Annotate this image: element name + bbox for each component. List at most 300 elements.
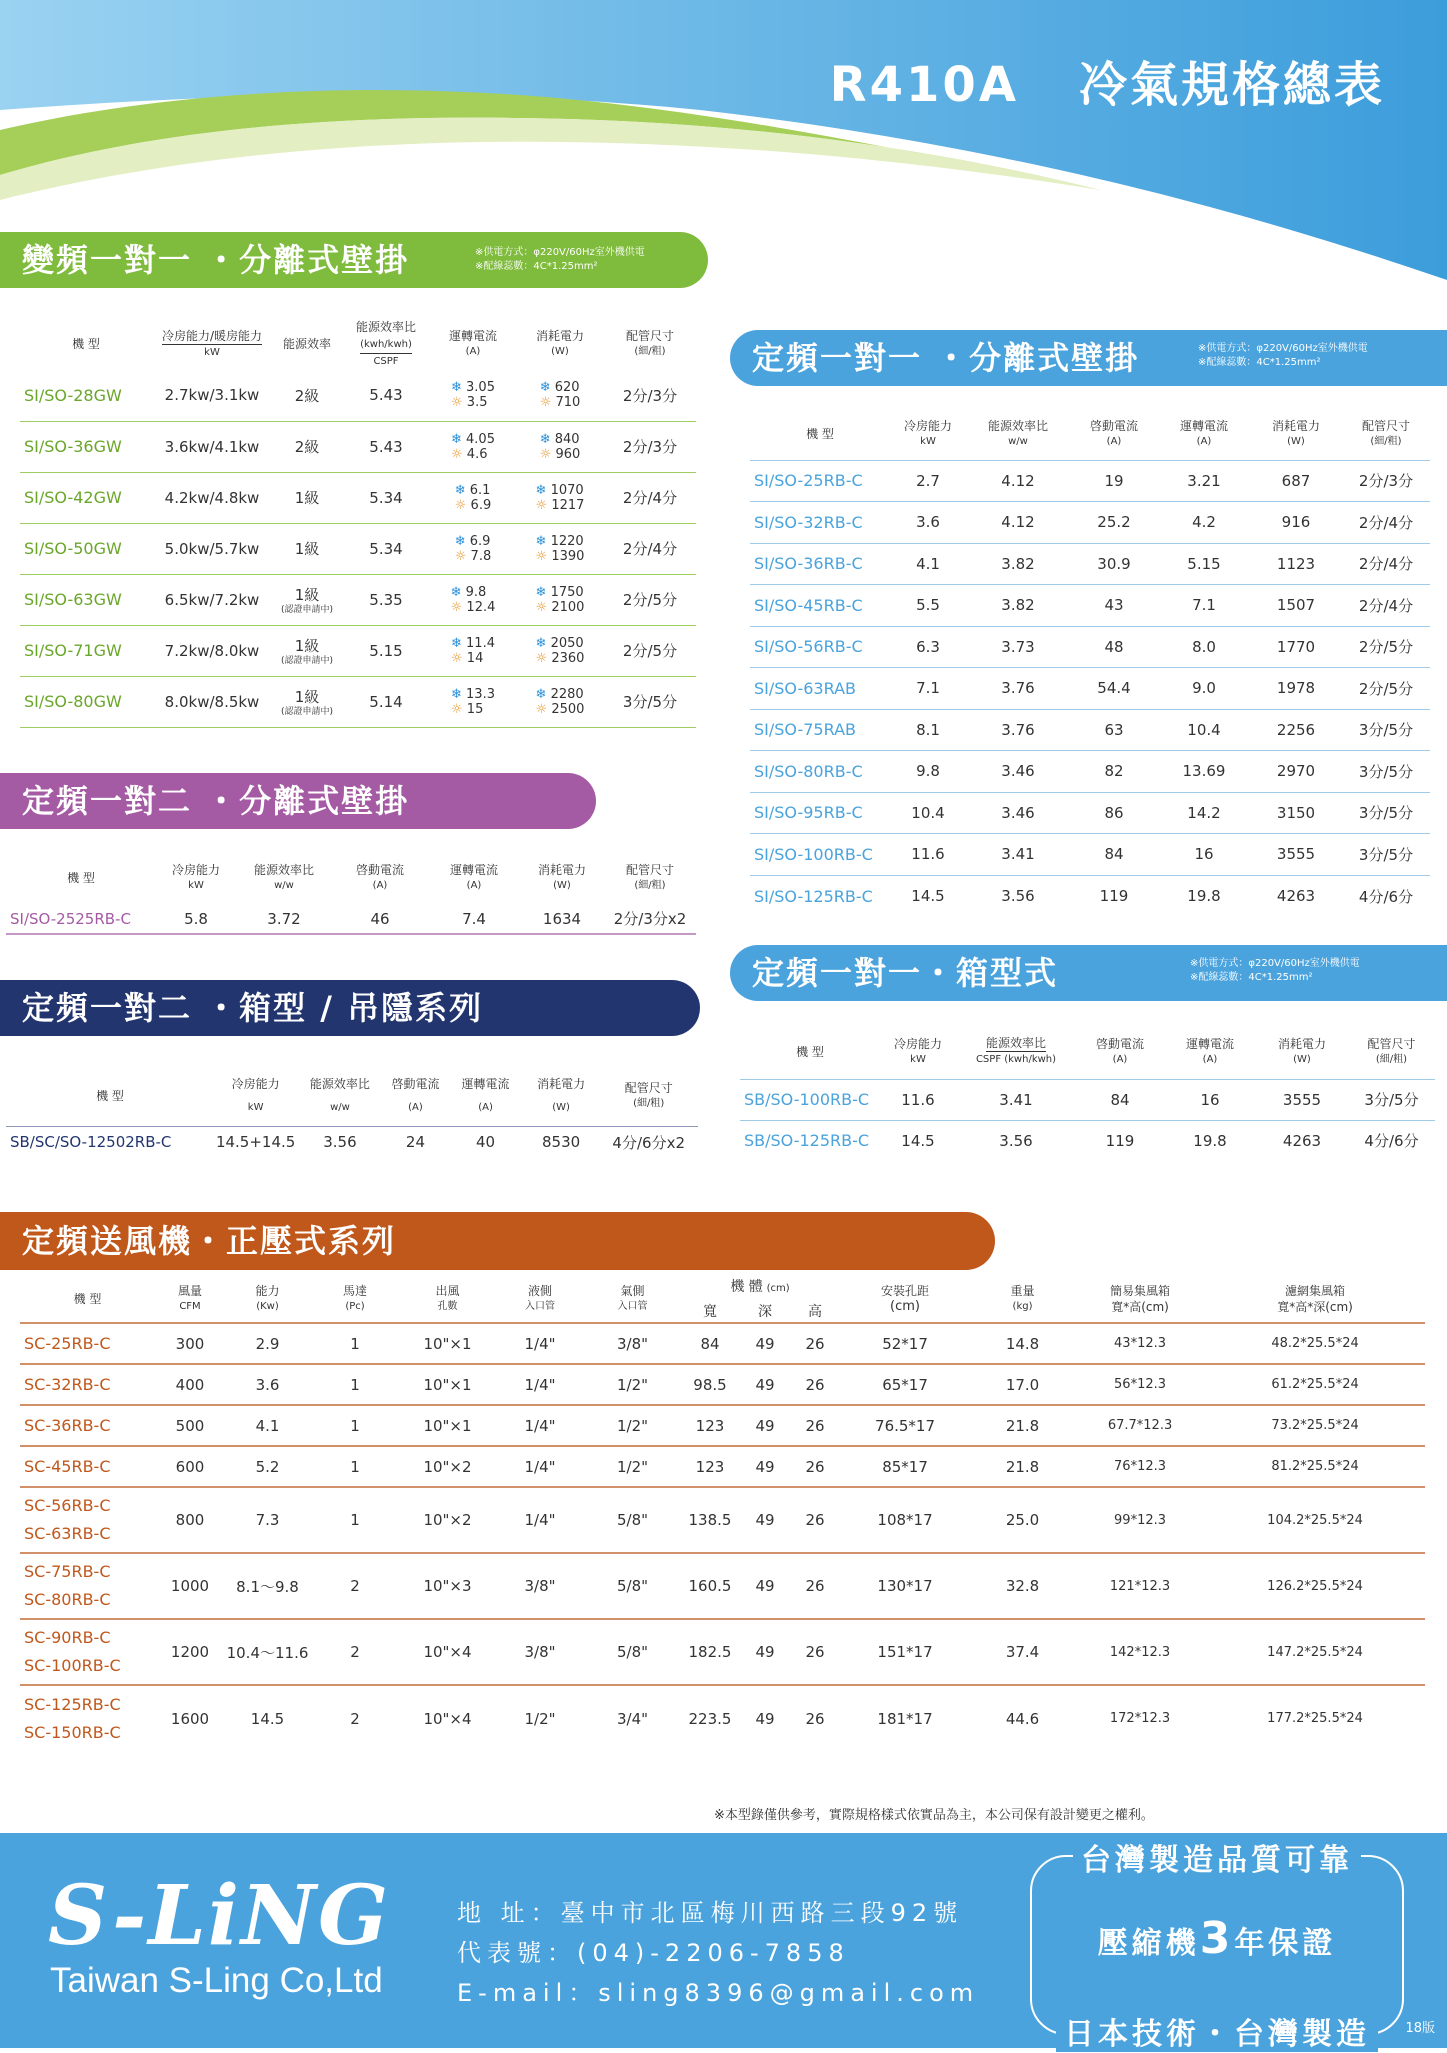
power-cell: 3555 (1276, 845, 1316, 864)
airflow-cell: 1600 (170, 1709, 210, 1728)
power-cell (516, 421, 604, 472)
airflow-cell: 1200 (170, 1643, 210, 1661)
value-text: 1220 (550, 533, 584, 549)
grade-cell (272, 574, 342, 625)
filter-box-cell: 48.2*25.5*24 (1271, 1336, 1359, 1351)
snowflake-icon: ❄ (451, 380, 467, 396)
col-power: 消耗電力 (W) (1271, 418, 1320, 447)
value-text: 3.5 (466, 395, 488, 411)
power-cell: 916 (1281, 513, 1311, 532)
warranty-box (1030, 1843, 1404, 2052)
table-row (750, 875, 1430, 917)
outlet-cell: 10"×1 (423, 1375, 472, 1394)
grade-text: 1級 (294, 489, 320, 507)
outlet-cell: 10"×2 (423, 1457, 472, 1476)
table-row (20, 1446, 1425, 1487)
eer-cell: 3.82 (1001, 596, 1035, 615)
grade-text: 1級 (294, 540, 320, 558)
capacity-cell: 2.7kw/3.1kw (164, 386, 260, 405)
snowflake-icon: ❄ (451, 431, 467, 447)
table-row (750, 626, 1430, 668)
col-gas: 氣側 入口管 (617, 1283, 648, 1312)
model-cell: SI/SO-125RB-C (754, 886, 873, 906)
table-row (740, 1079, 1435, 1120)
weight-cell: 44.6 (1005, 1709, 1040, 1728)
value-text: 4.05 (466, 431, 495, 447)
start-current-cell: 119 (1099, 887, 1129, 905)
weight-cell: 14.8 (1005, 1334, 1040, 1353)
section-banner-fixed-split (730, 330, 1447, 386)
simple-box-cell: 67.7*12.3 (1107, 1418, 1173, 1433)
airflow-cell: 1000 (170, 1577, 210, 1595)
grade-note: (認證申請中) (280, 707, 334, 717)
slogan-japan-tech: 日本技術・台灣製造 (1032, 2009, 1402, 2053)
table-row (20, 1487, 1425, 1553)
motor-cell: 1 (350, 1334, 360, 1353)
simple-box-cell: 142*12.3 (1109, 1644, 1171, 1660)
col-simple-box: 簡易集風箱 寬*高(cm) (1110, 1283, 1171, 1314)
run-current-cell: 13.69 (1182, 762, 1226, 781)
pipe-cell: 4分/6分 (1364, 1132, 1419, 1151)
snowflake-icon: ❄ (535, 482, 551, 498)
run-current-cell: 4.2 (1192, 513, 1216, 532)
filter-box-cell: 104.2*25.5*24 (1267, 1512, 1363, 1528)
pipe-cell: 2分/5分 (622, 591, 678, 609)
grade-note: (認證申請中) (280, 656, 334, 666)
run-current-cell: 16 (1194, 845, 1214, 864)
capacity-cell: 11.6 (911, 845, 945, 864)
pipe-cell: 2分/5分 (1358, 638, 1414, 657)
capacity-cell: 10.4 (911, 803, 945, 822)
col-start-current: 啓動電流 (A) (1089, 418, 1138, 447)
outlet-cell: 10"×2 (423, 1511, 472, 1529)
weight-cell: 32.8 (1005, 1577, 1040, 1595)
table-row (20, 523, 696, 574)
power-cell (516, 625, 604, 676)
start-current-cell: 19 (1104, 471, 1124, 490)
value-text: 3.05 (466, 380, 495, 396)
pipe-cell: 2分/4分 (1358, 596, 1414, 615)
col-capacity: 冷房能力/暖房能力 kW (161, 328, 263, 358)
capacity-cell: 5.5 (916, 596, 940, 615)
run-current-cell: 14.2 (1187, 803, 1221, 822)
height-cell: 26 (805, 1709, 825, 1728)
pipe-cell: 2分/3分 (1358, 472, 1414, 491)
model-cell (20, 1405, 155, 1446)
col-capacity: 冷房能力 kW (171, 863, 220, 891)
value-text: 710 (555, 395, 581, 411)
table-row (20, 1364, 1425, 1405)
grade-cell (272, 523, 342, 574)
pipe-cell: 4分/6分x2 (612, 1133, 685, 1152)
mount-cell: 108*17 (877, 1511, 933, 1529)
power-cell (516, 523, 604, 574)
power-cell: 8530 (541, 1133, 581, 1152)
filter-box-cell: 81.2*25.5*24 (1271, 1459, 1359, 1474)
gas-cell: 1/2" (616, 1416, 649, 1435)
power-cell: 1507 (1276, 596, 1316, 615)
table-row (20, 676, 696, 727)
disclaimer: ※本型錄僅供參考，實際規格樣式依實品為主，本公司保有設計變更之權利。 (714, 1808, 1154, 1823)
capacity-cell: 8.1 (916, 720, 940, 739)
value-text: 2500 (551, 701, 585, 717)
col-start-current: 啓動電流 (A) (1095, 1036, 1144, 1065)
start-current-cell: 25.2 (1097, 513, 1131, 532)
run-current-cell: 5.15 (1187, 554, 1221, 573)
col-model: 機 型 (96, 1088, 124, 1103)
col-capacity: 冷房能力 kW (231, 1076, 280, 1113)
capacity-cell: 5.2 (255, 1457, 280, 1476)
footer (0, 1833, 1447, 2052)
table-row (20, 1685, 1425, 1751)
motor-cell: 1 (350, 1511, 360, 1529)
col-depth: 深 (758, 1303, 772, 1320)
width-cell: 98.5 (693, 1375, 727, 1394)
cspf-cell: 5.35 (369, 590, 403, 609)
value-text: 13.3 (466, 686, 495, 702)
model-cell: SI/SO-63GW (24, 590, 122, 609)
col-eer: 能源效率比 w/w (987, 418, 1048, 447)
grade-text: 1級 (294, 688, 320, 706)
pipe-cell: 3分/5分 (1358, 804, 1414, 823)
liquid-cell: 1/4" (524, 1457, 556, 1476)
current-cell (430, 370, 516, 421)
table-row (20, 1553, 1425, 1619)
outlet-cell: 10"×3 (423, 1577, 472, 1595)
motor-cell: 1 (350, 1416, 360, 1435)
simple-box-cell: 56*12.3 (1114, 1377, 1167, 1392)
capacity-cell: 2.7 (916, 471, 940, 490)
col-eer: 能源效率比 w/w (309, 1076, 370, 1113)
section-title: 定頻一對二 ・分離式壁掛 (22, 782, 410, 820)
capacity-cell: 4.1 (255, 1416, 280, 1435)
model-cell: SI/SO-32RB-C (754, 512, 863, 532)
snowflake-icon: ❄ (535, 686, 551, 702)
model-cell (20, 1323, 155, 1364)
value-text: 15 (466, 701, 484, 717)
capacity-cell: 7.2kw/8.0kw (164, 641, 260, 660)
address: 地 址：臺中市北區梅川西路三段92號 (457, 1899, 964, 1927)
outlet-cell: 10"×4 (423, 1643, 472, 1661)
snowflake-icon: ❄ (451, 686, 467, 702)
col-capacity: 冷房能力 kW (893, 1036, 942, 1065)
power-cell: 1634 (542, 909, 582, 928)
section-title: 定頻一對一 ・分離式壁掛 (752, 339, 1140, 377)
filter-box-cell: 61.2*25.5*24 (1271, 1377, 1359, 1392)
table-row (740, 1120, 1435, 1161)
table-row (750, 502, 1430, 544)
col-weight: 重量 (kg) (1010, 1283, 1035, 1312)
airflow-cell: 500 (175, 1416, 205, 1435)
weight-cell: 21.8 (1005, 1457, 1040, 1476)
weight-cell: 17.0 (1005, 1375, 1040, 1394)
col-run-current: 運轉電流 (A) (1185, 1036, 1234, 1065)
grade-cell (272, 676, 342, 727)
sun-icon: ☼ (451, 395, 467, 411)
width-cell: 123 (695, 1416, 725, 1435)
refrigerant-label: R410A (829, 57, 1019, 113)
power-cell (516, 472, 604, 523)
start-current-cell: 43 (1104, 596, 1124, 615)
power-cell: 2970 (1276, 762, 1316, 781)
current-cell (430, 676, 516, 727)
mount-cell: 76.5*17 (875, 1416, 936, 1435)
capacity-cell: 6.3 (916, 637, 940, 656)
model-name: SC-25RB-C (24, 1333, 111, 1353)
value-text: 1390 (551, 548, 585, 564)
edition-label: 18版 (1405, 2021, 1435, 2036)
start-current-cell: 46 (370, 909, 390, 928)
page-title (830, 46, 1385, 115)
run-current-cell: 19.8 (1187, 887, 1221, 905)
simple-box-cell: 121*12.3 (1109, 1578, 1171, 1594)
model-name: SC-80RB-C (24, 1590, 111, 1609)
mount-cell: 181*17 (877, 1709, 933, 1728)
mount-cell: 52*17 (882, 1334, 928, 1353)
grade-text: 1級 (294, 586, 320, 604)
width-cell: 182.5 (688, 1643, 732, 1661)
col-start-current: 啓動電流 (A) (391, 1076, 440, 1113)
value-text: 1750 (550, 584, 584, 600)
col-cspf: 能源效率比(kwh/kwh) CSPF (355, 319, 416, 367)
power-cell: 687 (1281, 471, 1311, 490)
grade-text: 2級 (294, 386, 320, 405)
value-text: 11.4 (466, 635, 495, 651)
height-cell: 26 (805, 1643, 825, 1661)
col-eer: 能源效率比 w/w (253, 863, 314, 891)
model-name: SC-75RB-C (24, 1562, 111, 1581)
airflow-cell: 300 (175, 1334, 205, 1353)
outlet-cell: 10"×4 (423, 1709, 472, 1728)
sun-icon: ☼ (454, 497, 471, 513)
motor-cell: 1 (350, 1457, 360, 1476)
model-name: SC-32RB-C (24, 1374, 111, 1394)
liquid-cell: 1/4" (524, 1416, 556, 1435)
pipe-cell: 2分/5分 (1358, 679, 1414, 698)
table-row (20, 1323, 1425, 1364)
current-cell (430, 625, 516, 676)
col-pipe: 配管尺寸 (細/粗) (1361, 418, 1410, 447)
model-name: SC-36RB-C (24, 1415, 111, 1435)
sun-icon: ☼ (539, 446, 556, 462)
cspf-cell: 5.34 (369, 488, 403, 507)
sun-icon: ☼ (535, 599, 552, 615)
gas-cell: 3/4" (616, 1709, 649, 1728)
title-label: 冷氣規格總表 (1078, 57, 1385, 113)
model-cell: SI/SO-95RB-C (754, 803, 863, 823)
outlet-cell: 10"×1 (423, 1334, 472, 1353)
col-liquid: 液側 入口管 (525, 1283, 555, 1312)
snowflake-icon: ❄ (535, 584, 551, 600)
snowflake-icon: ❄ (539, 431, 555, 447)
depth-cell: 49 (755, 1375, 775, 1394)
motor-cell: 2 (350, 1643, 360, 1661)
value-text: 960 (555, 446, 581, 462)
filter-box-cell: 73.2*25.5*24 (1271, 1418, 1359, 1433)
start-current-cell: 48 (1104, 637, 1124, 656)
phone: 代表號：(04)-2206-7858 (457, 1939, 850, 1967)
run-current-cell: 7.4 (462, 909, 486, 928)
model-cell: SB/SO-125RB-C (744, 1131, 870, 1151)
cspf-cell: 5.15 (369, 641, 403, 660)
simple-box-cell: 43*12.3 (1114, 1336, 1167, 1351)
fixed-box-table (740, 1025, 1435, 1161)
value-text: 14 (466, 650, 484, 666)
value-text: 1070 (550, 482, 584, 498)
start-current-cell: 54.4 (1097, 679, 1131, 698)
pipe-cell: 3分/5分 (1358, 845, 1414, 864)
capacity-cell: 8.1～9.8 (236, 1577, 299, 1596)
depth-cell: 49 (755, 1457, 775, 1476)
snowflake-icon: ❄ (539, 380, 555, 396)
value-text: 6.9 (470, 497, 492, 513)
eer-cell: 3.56 (323, 1133, 357, 1152)
value-text: 2100 (551, 599, 585, 615)
power-cell (516, 676, 604, 727)
snowflake-icon: ❄ (450, 584, 466, 600)
gas-cell: 5/8" (616, 1577, 649, 1595)
simple-box-cell: 172*12.3 (1109, 1711, 1171, 1726)
pipe-cell: 3分/5分 (1358, 762, 1414, 781)
col-capacity: 能力 (Kw) (255, 1283, 280, 1312)
grade-cell (272, 472, 342, 523)
capacity-cell: 10.4～11.6 (226, 1643, 309, 1662)
pipe-cell: 3分/5分 (1364, 1091, 1419, 1109)
model-cell (20, 1685, 155, 1751)
col-pipe: 配管尺寸 (細/粗) (625, 329, 674, 357)
airflow-cell: 600 (175, 1457, 205, 1476)
power-cell (516, 370, 604, 421)
col-filter-box: 濾網集風箱 寬*高*深(cm) (1277, 1283, 1353, 1314)
power-cell: 1770 (1276, 637, 1316, 656)
value-text: 4.6 (466, 446, 488, 462)
eer-cell: 4.12 (1001, 513, 1035, 532)
eer-cell: 3.41 (999, 1090, 1033, 1109)
fixed-dual-split-table (6, 852, 696, 935)
run-current-cell: 9.0 (1192, 679, 1216, 698)
slogan-compressor-warranty: 壓縮機3年保證 (1097, 1913, 1337, 1964)
power-cell: 3555 (1282, 1090, 1322, 1109)
col-current: 運轉電流 (A) (448, 329, 497, 357)
eer-cell: 3.46 (1001, 803, 1035, 822)
pipe-cell: 2分/3分 (622, 386, 678, 405)
width-cell: 123 (695, 1457, 725, 1476)
inverter-split-table (20, 318, 696, 728)
pipe-cell: 2分/4分 (622, 540, 678, 558)
value-text: 2050 (550, 635, 584, 651)
eer-cell: 3.56 (999, 1131, 1033, 1150)
current-cell (430, 472, 516, 523)
section-title: 定頻一對一・箱型式 (752, 954, 1059, 992)
col-grade: 能源效率 (282, 337, 331, 351)
model-name: SC-45RB-C (24, 1456, 111, 1476)
gas-cell: 1/2" (616, 1457, 649, 1476)
pipe-cell: 2分/4分 (1358, 513, 1414, 532)
model-name: SC-90RB-C (24, 1628, 111, 1647)
model-cell: SI/SO-100RB-C (754, 844, 873, 864)
mount-cell: 151*17 (877, 1643, 933, 1661)
eer-cell: 3.56 (1001, 887, 1035, 905)
liquid-cell: 1/2" (524, 1709, 556, 1728)
value-text: 2360 (551, 650, 585, 666)
mount-cell: 85*17 (882, 1457, 928, 1476)
eer-cell: 3.41 (1001, 845, 1035, 864)
section-banner-fixed-box (730, 945, 1447, 1001)
model-cell: SI/SO-71GW (24, 641, 122, 660)
section-title: 定頻一對二 ・箱型 / 吊隱系列 (22, 989, 484, 1027)
table-row (20, 1405, 1425, 1446)
start-current-cell: 84 (1110, 1090, 1130, 1109)
airflow-cell: 400 (175, 1375, 205, 1394)
eer-cell: 3.73 (1001, 637, 1035, 656)
power-cell: 2256 (1276, 720, 1316, 739)
col-power: 消耗電力 (W) (1277, 1036, 1326, 1065)
col-run-current: 運轉電流 (A) (449, 863, 498, 891)
liquid-cell: 1/4" (524, 1334, 556, 1353)
table-row (750, 792, 1430, 834)
col-start-current: 啓動電流 (A) (355, 863, 404, 891)
sun-icon: ☼ (451, 446, 467, 462)
col-power: 消耗電力 (W) (535, 329, 584, 357)
depth-cell: 49 (755, 1511, 775, 1529)
value-text: 2280 (550, 686, 584, 702)
liquid-cell: 3/8" (524, 1643, 556, 1661)
motor-cell: 2 (350, 1709, 360, 1728)
liquid-cell: 1/4" (524, 1375, 556, 1394)
weight-cell: 37.4 (1005, 1643, 1040, 1661)
filter-box-cell: 126.2*25.5*24 (1267, 1578, 1363, 1594)
run-current-cell: 3.21 (1187, 471, 1221, 490)
snowflake-icon: ❄ (535, 533, 551, 549)
sun-icon: ☼ (451, 650, 467, 666)
grade-text: 1級 (294, 637, 320, 655)
start-current-cell: 119 (1105, 1131, 1135, 1150)
gas-cell: 1/2" (616, 1375, 649, 1394)
fan-coil-table (20, 1275, 1425, 1751)
section-banner-fixed-dual-split (0, 773, 596, 829)
col-model: 機 型 (67, 871, 95, 885)
section-title: 定頻送風機・正壓式系列 (22, 1222, 397, 1260)
model-cell (20, 1446, 155, 1487)
model-cell (20, 1553, 155, 1619)
model-cell: SI/SO-36RB-C (754, 554, 863, 574)
snowflake-icon: ❄ (454, 533, 470, 549)
table-row (750, 543, 1430, 585)
model-cell: SI/SO-80GW (24, 692, 122, 711)
company-name: Taiwan S-Ling Co,Ltd (50, 1961, 383, 2000)
capacity-cell: 4.1 (916, 554, 940, 573)
col-outlet: 出風 孔數 (435, 1283, 460, 1312)
eer-cell: 3.46 (1001, 762, 1035, 781)
model-name: SC-150RB-C (24, 1722, 121, 1742)
value-text: 12.4 (466, 599, 496, 615)
col-run-current: 運轉電流 (A) (461, 1076, 510, 1113)
model-name: SC-63RB-C (24, 1524, 111, 1543)
table-row (20, 574, 696, 625)
run-current-cell: 7.1 (1192, 596, 1216, 615)
model-cell: SB/SC/SO-12502RB-C (10, 1133, 172, 1152)
power-note: ※供電方式：φ220V/60Hz室外機供電 ※配線蕊數：4C*1.25mm² (1198, 343, 1368, 368)
eer-cell: 3.76 (1001, 679, 1035, 698)
model-cell (20, 1364, 155, 1405)
col-pipe: 配管尺寸 (細/粗) (624, 1080, 673, 1109)
col-capacity: 冷房能力 kW (903, 418, 952, 447)
value-text: 9.8 (465, 584, 487, 600)
capacity-cell: 3.6kw/4.1kw (164, 437, 260, 456)
table-row (750, 751, 1430, 793)
table-row (750, 709, 1430, 751)
sun-icon: ☼ (535, 497, 552, 513)
